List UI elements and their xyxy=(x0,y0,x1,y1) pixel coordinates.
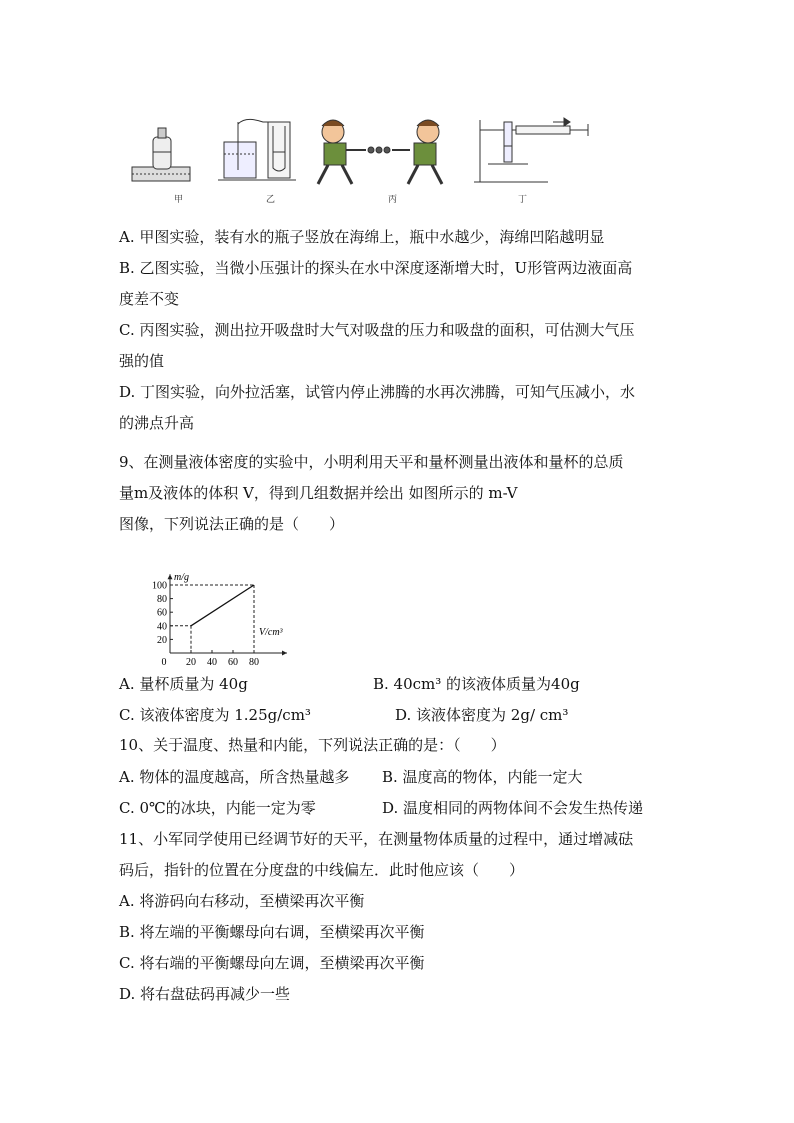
q9-stem-line-2: 量m及液体的体积 V，得到几组数据并绘出 如图所示的 m-V xyxy=(119,484,518,502)
x-tick-label: 20 xyxy=(186,657,196,665)
y-tick-label: 80 xyxy=(157,594,167,606)
mv-chart xyxy=(138,545,298,665)
q10-option-d: D. 温度相同的两物体间不会发生热传递 xyxy=(382,799,644,817)
figure-label-jia: 甲 xyxy=(174,195,184,205)
figure-label-ding: 丁 xyxy=(518,195,528,205)
q10-option-b: B. 温度高的物体，内能一定大 xyxy=(382,768,583,786)
syringe-testtube-illustration xyxy=(474,118,588,182)
y-tick-label: 20 xyxy=(157,634,167,646)
x-tick-label: 40 xyxy=(207,657,217,665)
q8-option-d-cont: 的沸点升高 xyxy=(119,414,195,432)
q11-option-b: B. 将左端的平衡螺母向右调，至横梁再次平衡 xyxy=(119,923,425,941)
y-tick-label: 60 xyxy=(157,607,167,619)
mv-data-line xyxy=(191,585,254,626)
magdeburg-tug-illustration xyxy=(318,120,442,184)
pressure-gauge-illustration xyxy=(218,119,296,180)
x-tick-label: 0 xyxy=(161,657,167,665)
q10-option-a: A. 物体的温度越高，所含热量越多 xyxy=(119,768,350,786)
q11-option-c: C. 将右端的平衡螺母向左调，至横梁再次平衡 xyxy=(119,954,425,972)
y-axis-label: m/g xyxy=(174,572,189,584)
y-axis-arrow xyxy=(168,574,173,579)
q10-option-c: C. 0℃的冰块，内能一定为零 xyxy=(119,799,316,817)
x-tick-label: 60 xyxy=(228,657,238,665)
x-axis-arrow xyxy=(282,651,287,656)
q8-option-d: D. 丁图实验，向外拉活塞，试管内停止沸腾的水再次沸腾，可知气压减小，水 xyxy=(119,383,636,401)
experiment-figures xyxy=(128,112,598,206)
y-tick-label: 100 xyxy=(152,580,167,592)
q8-option-b-cont: 度差不变 xyxy=(119,290,180,308)
q8-option-b: B. 乙图实验，当微小压强计的探头在水中深度逐渐增大时，U形管两边液面高 xyxy=(119,259,633,277)
q8-option-c-cont: 强的值 xyxy=(119,352,165,370)
q9-stem-line-3: 图像，下列说法正确的是（ ） xyxy=(119,515,345,533)
q11-stem-line-1: 11、小军同学使用已经调节好的天平，在测量物体质量的过程中，通过增减砝 xyxy=(119,830,634,848)
x-axis-label: V/cm³ xyxy=(259,627,283,638)
q9-option-c: C. 该液体密度为 1.25g/cm³ xyxy=(119,706,311,724)
mv-chart-svg xyxy=(138,545,298,665)
q11-stem-line-2: 码后，指针的位置在分度盘的中线偏左．此时他应该（ ） xyxy=(119,861,525,879)
q9-stem-line-1: 9、在测量液体密度的实验中，小明利用天平和量杯测量出液体和量杯的总质 xyxy=(119,453,624,471)
q9-option-b: B. 40cm³ 的该液体质量为40g xyxy=(373,675,580,693)
figure-label-yi: 乙 xyxy=(266,195,276,205)
q8-option-c: C. 丙图实验，测出拉开吸盘时大气对吸盘的压力和吸盘的面积，可估测大气压 xyxy=(119,321,635,339)
q9-option-a: A. 量杯质量为 40g xyxy=(119,675,248,693)
figure-label-bing: 丙 xyxy=(388,195,398,205)
y-tick-label: 40 xyxy=(157,621,167,633)
q8-option-a: A. 甲图实验，装有水的瓶子竖放在海绵上，瓶中水越少，海绵凹陷越明显 xyxy=(119,228,605,246)
q9-option-d: D. 该液体密度为 2g/ cm³ xyxy=(395,706,569,724)
experiment-illustrations xyxy=(128,112,598,206)
q11-option-a: A. 将游码向右移动，至横梁再次平衡 xyxy=(119,892,365,910)
q10-stem: 10、关于温度、热量和内能，下列说法正确的是：（ ） xyxy=(119,736,506,754)
q11-option-d: D. 将右盘砝码再减少一些 xyxy=(119,985,291,1003)
x-tick-label: 80 xyxy=(249,657,259,665)
bottle-on-sponge-illustration xyxy=(132,128,190,181)
